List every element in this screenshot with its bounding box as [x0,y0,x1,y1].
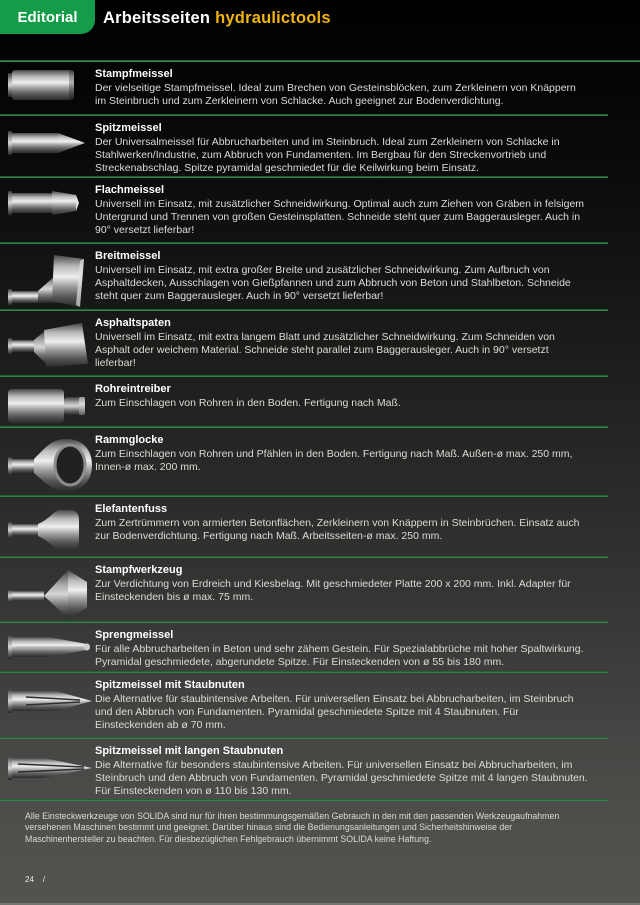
item-description: Die Alternative für besonders staubintensive Arbeiten. Für universellen Einsatz bei Abbrucharbeiten, im Steinbruch und den Abbruch von Fundamenten. Pyramidal geschmiedete Spitze mit 4 langen Staubnuten. Für Einsteckenden von ø 110 bis 130 mm. [95,759,588,798]
breitmeissel-image [0,248,95,309]
list-item [0,311,640,377]
item-description: Zur Verdichtung von Erdreich und Kiesbelag. Mit geschmiedeter Platte 200 x 200 mm. Inkl. Adapter für Einsteckenden bis ø max. 75 mm. [95,578,571,604]
item-title: Flachmeissel [95,184,165,196]
item-description: Der Universalmeissel für Abbrucharbeiten und im Steinbruch. Ideal zum Zerkleinern von Schlacke in Stahlwerken/Industrie, zum Abbruch von Fundamenten. Im Bergbau für den Streckenvortrieb und Streckenabschlag. Spitze pyramidal geschmiedet für die Keilwirkung beim Einsatz. [95,136,560,175]
spitzmeissel-lange-staubnuten-image [0,743,95,799]
spitzmeissel-image [0,120,95,176]
list-item [0,497,640,558]
page-title [103,9,331,28]
item-title: Spitzmeissel [95,122,162,134]
item-description: Zum Einschlagen von Rohren und Pfählen in den Boden. Fertigung nach Maß. Außen-ø max. 250 mm, Innen-ø max. 200 mm. [95,448,573,474]
list-item [0,62,640,116]
item-title: Sprengmeissel [95,629,174,641]
item-title: Spitzmeissel mit Staubnuten [95,679,245,691]
asphaltspaten-image [0,315,95,375]
list-item [0,178,640,244]
stampfmeissel-image [0,66,95,114]
list-item [0,377,640,428]
item-description: Der vielseitige Stampfmeissel. Ideal zum Brechen von Gesteinsblöcken, zum Zerkleinern von Knäppern im Steinbruch und zum Zerkleinern von Schlacke. Auch geeignet zur Bodenverdichtung. [95,82,576,108]
page-title-main: Arbeitsseiten [103,9,211,27]
item-title: Stampfmeissel [95,68,173,80]
list-item [0,244,640,311]
item-title: Rohreintreiber [95,383,171,395]
item-description: Zum Zertrümmern von armierten Betonflächen, Zerkleinern von Knäppern in Steinbrüchen. Einsatz auch zur Bodenverdichtung. Fertigung nach Maß. Arbeitsseiten-ø max. 250 mm. [95,517,580,543]
stampfwerkzeug-image [0,562,95,621]
list-item [0,428,640,497]
list-item [0,739,640,801]
item-title: Spitzmeissel mit langen Staubnuten [95,745,284,757]
flachmeissel-image [0,182,95,242]
item-title: Stampfwerkzeug [95,564,183,576]
item-description: Zum Einschlagen von Rohren in den Boden. Fertigung nach Maß. [95,397,401,409]
item-title: Rammglocke [95,434,164,446]
list-item [0,116,640,178]
item-description: Für alle Abbrucharbeiten in Beton und sehr zähem Gestein. Für Spezialabbrüche mit hoher Spaltwirkung. Pyramidal geschmiedete, abgerundete Spitze. Für Einsteckenden von ø 55 bis 180 mm. [95,643,584,669]
editorial-tab-label: Editorial [17,8,78,26]
item-description: Universell im Einsatz, mit extra großer Breite und zusätzlicher Schneidwirkung. Zum Aufbruch von Asphaltdecken, Ausschlagen von Gießpfannen und zum Abbruch von Beton und Stahlbeton. Schneide steht quer zum Baggerausleger. Auch in 90° versetzt lieferbar! [95,264,571,303]
page-title-accent: hydraulictools [215,9,331,27]
page-number-value: 24 [25,875,34,885]
sprengmeissel-image [0,627,95,671]
page-number [25,875,640,884]
item-description: Die Alternative für staubintensive Arbeiten. Für universellen Einsatz bei Abbrucharbeiten, im Steinbruch und den Abbruch von Fundamenten. Pyramidal geschmiedete Spitze mit 4 Staubnuten. Für Einsteckenden ab ø 70 mm. [95,693,574,732]
item-title: Elefantenfuss [95,503,168,515]
spitzmeissel-staubnuten-image [0,677,95,737]
item-description: Universell im Einsatz, mit extra langem Blatt und zusätzlicher Schneidwirkung. Zum Schneiden von Asphalt oder weichem Material. Schneide steht parallel zum Baggerausleger. Auch in 90° versetzt lieferbar! [95,331,555,370]
item-title: Asphaltspaten [95,317,171,329]
elefantenfuss-image [0,501,95,556]
rammglocke-image [0,432,95,495]
item-description: Universell im Einsatz, mit zusätzlicher Schneidwirkung. Optimal auch zum Ziehen von Gräben in felsigem Untergrund und Trennen von großen Gesteinsplatten. Schneide steht quer zum Baggerausleger. Auch in 90° versetzt lieferbar! [95,198,585,237]
rohreintreiber-image [0,381,95,426]
list-item [0,623,640,673]
editorial-tab[interactable] [0,0,95,34]
page-header [0,0,640,62]
disclaimer-text: Alle Einsteckwerkzeuge von SOLIDA sind nur für ihren bestimmungsgemäßen Gebrauch in den mit den passenden Werkzeugaufnahmen versehenen Maschinen bestimmt und geeignet. Darüber hinaus sind die Bedienungsanleitungen und Sicherheitshinweise der Maschinenhersteller zu beachten. Für diesbezüglichen Fehlgebrauch übernimmt SOLIDA keine Haftung. [25,810,560,844]
list-item [0,673,640,739]
item-title: Breitmeissel [95,250,161,262]
list-item [0,558,640,623]
page-number-slash: / [42,875,46,885]
